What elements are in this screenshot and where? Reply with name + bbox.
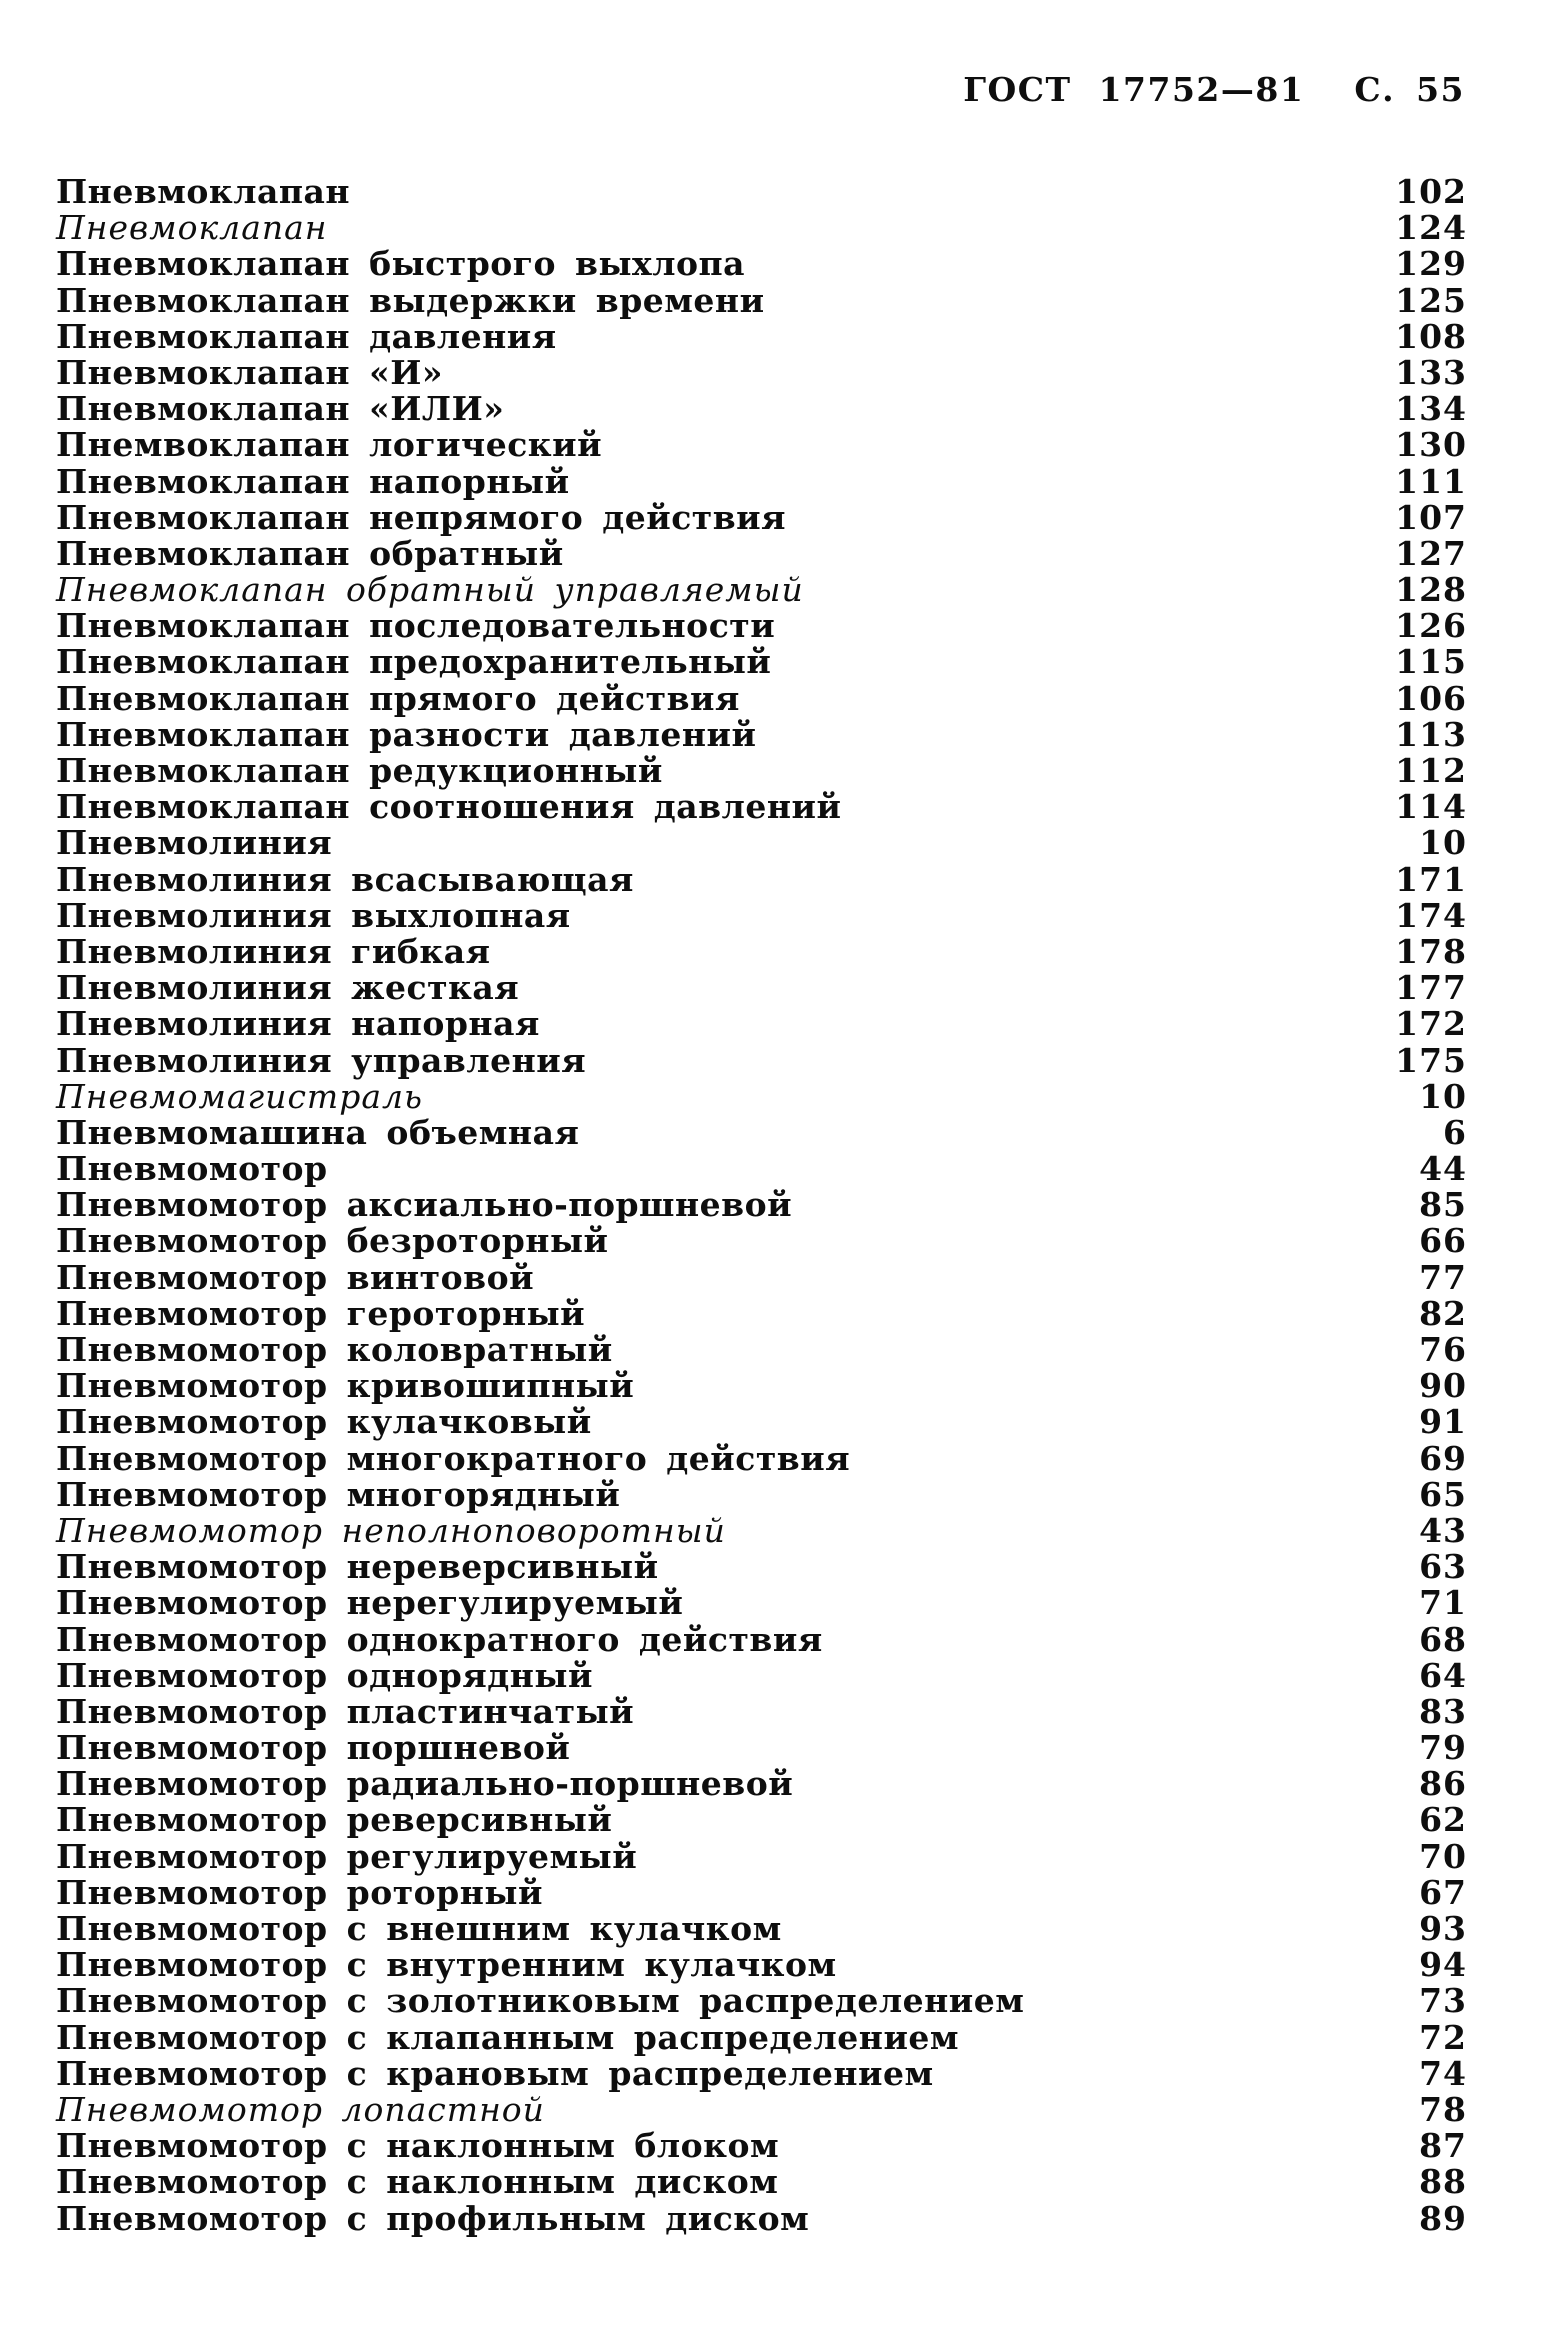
index-page-number: 114 <box>1395 787 1467 827</box>
index-term: Пневмоклапан выдержки времени <box>56 280 765 320</box>
index-term: Пневмомотор с крановым распределением <box>56 2053 934 2093</box>
index-page-number: 175 <box>1395 1040 1467 1080</box>
index-term: Пневмоклапан «И» <box>56 352 444 392</box>
index-term: Пневмомотор многократного действия <box>56 1438 851 1478</box>
index-page-number: 171 <box>1395 859 1467 899</box>
index-page-number: 65 <box>1419 1474 1467 1514</box>
index-row <box>56 2198 1467 2238</box>
index-page-number: 172 <box>1395 1004 1467 1044</box>
index-page-number: 174 <box>1395 895 1467 935</box>
index-term: Пневмомотор нереверсивный <box>56 1547 659 1587</box>
index-page-number: 44 <box>1419 1149 1467 1189</box>
index-row <box>56 1764 1467 1804</box>
index-term: Пневмоклапан <box>56 172 351 211</box>
index-term: Пневмоклапан «ИЛИ» <box>56 389 505 429</box>
index-term: Пневмолиния жесткая <box>56 968 520 1008</box>
index-term: Пневмоклапан <box>56 208 328 248</box>
index-row <box>56 1076 1467 1116</box>
index-row <box>56 787 1467 827</box>
index-page-number: 67 <box>1419 1872 1467 1912</box>
index-term: Пневмомотор пластинчатый <box>56 1691 635 1731</box>
index-page-number: 89 <box>1419 2198 1467 2238</box>
index-row <box>56 1293 1467 1333</box>
index-term: Пневмомотор аксиально-поршневой <box>56 1185 793 1225</box>
index-page-number: 73 <box>1419 1981 1467 2021</box>
index-page-number: 108 <box>1395 316 1467 356</box>
index-term: Пневмомотор радиально-поршневой <box>56 1764 794 1804</box>
index-page-number: 177 <box>1395 968 1467 1008</box>
index-page-number: 94 <box>1419 1945 1467 1985</box>
index-page-number: 63 <box>1419 1547 1467 1587</box>
index-row <box>56 172 1467 211</box>
index-row <box>56 2162 1467 2202</box>
index-page-number: 111 <box>1395 461 1467 501</box>
index-term: Пневмомотор однократного действия <box>56 1619 823 1659</box>
index-term: Пневмоклапан напорный <box>56 461 570 501</box>
index-row <box>56 352 1467 392</box>
index-term: Пневмомотор многорядный <box>56 1474 621 1514</box>
index-page-number: 106 <box>1395 678 1467 718</box>
index-row <box>56 389 1467 429</box>
index-row <box>56 1800 1467 1840</box>
index-row <box>56 1583 1467 1623</box>
index-row <box>56 316 1467 356</box>
index-term: Пневмомотор с клапанным распределением <box>56 2017 960 2057</box>
doc-number: ГОСТ 17752—81 <box>963 70 1305 109</box>
index-row <box>56 1112 1467 1152</box>
index-page-number: 88 <box>1419 2162 1467 2202</box>
index-term: Пневмомотор героторный <box>56 1293 586 1333</box>
index-row <box>56 533 1467 573</box>
index-row <box>56 895 1467 935</box>
index-page-number: 64 <box>1419 1655 1467 1695</box>
index-row <box>56 1945 1467 1985</box>
index-page-number: 10 <box>1419 823 1467 863</box>
index-row <box>56 1510 1467 1550</box>
index-term: Пневмомотор однорядный <box>56 1655 593 1695</box>
index-row <box>56 1872 1467 1912</box>
index-page-number: 87 <box>1419 2126 1467 2166</box>
index-page-number: 72 <box>1419 2017 1467 2057</box>
index-term: Пневмоклапан разности давлений <box>56 714 757 754</box>
index-row <box>56 2126 1467 2166</box>
index-page-number: 74 <box>1419 2053 1467 2093</box>
index-row <box>56 1655 1467 1695</box>
index-row <box>56 642 1467 682</box>
index-page-number: 66 <box>1419 1221 1467 1261</box>
index-page-number: 115 <box>1395 642 1467 682</box>
index-page-number: 79 <box>1419 1728 1467 1768</box>
index-term: Пневмомотор безроторный <box>56 1221 609 1261</box>
index-term: Пневмомотор нерегулируемый <box>56 1583 684 1623</box>
page-header <box>963 70 1465 109</box>
index-page-number: 6 <box>1443 1112 1467 1152</box>
index-page-number: 127 <box>1395 533 1467 573</box>
index-term: Пневмомотор регулируемый <box>56 1836 638 1876</box>
index-page-number: 113 <box>1395 714 1467 754</box>
index-row <box>56 931 1467 971</box>
index-row <box>56 280 1467 320</box>
index-term: Пневмоклапан давления <box>56 316 557 356</box>
index-term: Пнемвоклапан логический <box>56 425 603 465</box>
index-term: Пневмоклапан прямого действия <box>56 678 740 718</box>
index-term: Пневмомотор винтовой <box>56 1257 535 1297</box>
index-row <box>56 1728 1467 1768</box>
index-page-number: 128 <box>1395 570 1467 610</box>
index-page-number: 134 <box>1395 389 1467 429</box>
index-term: Пневмомотор роторный <box>56 1872 543 1912</box>
index-page-number: 82 <box>1419 1293 1467 1333</box>
index-page-number: 91 <box>1419 1402 1467 1442</box>
index-page-number: 70 <box>1419 1836 1467 1876</box>
index-page-number: 43 <box>1419 1510 1467 1550</box>
index-term: Пневмолиния гибкая <box>56 931 491 971</box>
index-page-number: 68 <box>1419 1619 1467 1659</box>
index-term: Пневмоклапан последовательности <box>56 606 776 646</box>
index-term: Пневмомотор <box>56 1149 328 1189</box>
index-row <box>56 968 1467 1008</box>
index-page-number: 124 <box>1395 208 1467 248</box>
index-page-number: 86 <box>1419 1764 1467 1804</box>
index-page-number: 130 <box>1395 425 1467 465</box>
index-row <box>56 1221 1467 1261</box>
index-row <box>56 1909 1467 1948</box>
index-row <box>56 678 1467 718</box>
index-row <box>56 859 1467 899</box>
index-row <box>56 1474 1467 1514</box>
index-term: Пневмомотор кулачковый <box>56 1402 592 1442</box>
index-term: Пневмомотор реверсивный <box>56 1800 613 1840</box>
index-term: Пневмоклапан предохранительный <box>56 642 772 682</box>
index-row <box>56 2089 1467 2129</box>
index-term: Пневмомашина объемная <box>56 1112 580 1152</box>
index-page-number: 133 <box>1395 352 1467 392</box>
index-row <box>56 1836 1467 1876</box>
index-term: Пневмоклапан обратный <box>56 533 564 573</box>
index-term: Пневмолиния всасывающая <box>56 859 634 899</box>
index-page-number: 71 <box>1419 1583 1467 1623</box>
index-row <box>56 1257 1467 1297</box>
index-page-number: 77 <box>1419 1257 1467 1297</box>
index-term: Пневмомотор с золотниковым распределением <box>56 1981 1025 2021</box>
index-page-number: 90 <box>1419 1366 1467 1406</box>
index-row <box>56 461 1467 501</box>
index-page-number: 76 <box>1419 1330 1467 1369</box>
index-term: Пневмолиния выхлопная <box>56 895 571 935</box>
index-term: Пневмомотор с профильным диском <box>56 2198 810 2238</box>
index-page-number: 83 <box>1419 1691 1467 1731</box>
index-term: Пневмомагистраль <box>56 1076 423 1116</box>
index-row <box>56 1547 1467 1587</box>
index-row <box>56 425 1467 465</box>
index-row <box>56 1366 1467 1406</box>
page-number: С. 55 <box>1354 70 1465 109</box>
index-row <box>56 2017 1467 2057</box>
index-row <box>56 606 1467 646</box>
index-page-number: 102 <box>1395 172 1467 211</box>
index-term: Пневмомотор с наклонным диском <box>56 2162 779 2202</box>
index-page-number: 178 <box>1395 931 1467 971</box>
index-term: Пневмомотор лопастной <box>56 2089 545 2129</box>
index-term: Пневмоклапан быстрого выхлопа <box>56 244 746 284</box>
index-term: Пневмомотор кривошипный <box>56 1366 635 1406</box>
index-row <box>56 1004 1467 1044</box>
index-term: Пневмомотор поршневой <box>56 1728 571 1768</box>
index-term: Пневмомотор коловратный <box>56 1330 613 1369</box>
index-row <box>56 497 1467 537</box>
index-term: Пневмомотор с внутренним кулачком <box>56 1945 837 1985</box>
index-term: Пневмоклапан соотношения давлений <box>56 787 842 827</box>
index-term: Пневмолиния управления <box>56 1040 587 1080</box>
index-term: Пневмомотор с наклонным блоком <box>56 2126 780 2166</box>
index-row <box>56 1438 1467 1478</box>
index-page-number: 126 <box>1395 606 1467 646</box>
index-term: Пневмоклапан редукционный <box>56 751 663 790</box>
index-row <box>56 1619 1467 1659</box>
index-term: Пневмомотор неполноповоротный <box>56 1510 726 1550</box>
index-row <box>56 1149 1467 1189</box>
index-page-number: 62 <box>1419 1800 1467 1840</box>
index-row <box>56 1981 1467 2021</box>
index-row <box>56 1330 1467 1369</box>
index-page-number: 78 <box>1419 2089 1467 2129</box>
index-row <box>56 570 1467 610</box>
index-row <box>56 751 1467 790</box>
index-row <box>56 244 1467 284</box>
index-row <box>56 823 1467 863</box>
index-row <box>56 208 1467 248</box>
index-row <box>56 1402 1467 1442</box>
index-list <box>56 172 1467 2238</box>
index-page-number: 10 <box>1419 1076 1467 1116</box>
index-page-number: 69 <box>1419 1438 1467 1478</box>
index-page-number: 112 <box>1395 751 1467 790</box>
index-page-number: 129 <box>1395 244 1467 284</box>
index-row <box>56 1691 1467 1731</box>
index-term: Пневмолиния напорная <box>56 1004 540 1044</box>
index-term: Пневмоклапан обратный управляемый <box>56 570 804 610</box>
index-term: Пневмоклапан непрямого действия <box>56 497 787 537</box>
index-term: Пневмомотор с внешним кулачком <box>56 1909 782 1948</box>
index-row <box>56 1040 1467 1080</box>
index-row <box>56 714 1467 754</box>
index-page-number: 107 <box>1395 497 1467 537</box>
index-row <box>56 1185 1467 1225</box>
index-page-number: 125 <box>1395 280 1467 320</box>
index-row <box>56 2053 1467 2093</box>
index-page-number: 85 <box>1419 1185 1467 1225</box>
index-page-number: 93 <box>1419 1909 1467 1948</box>
index-term: Пневмолиния <box>56 823 333 863</box>
